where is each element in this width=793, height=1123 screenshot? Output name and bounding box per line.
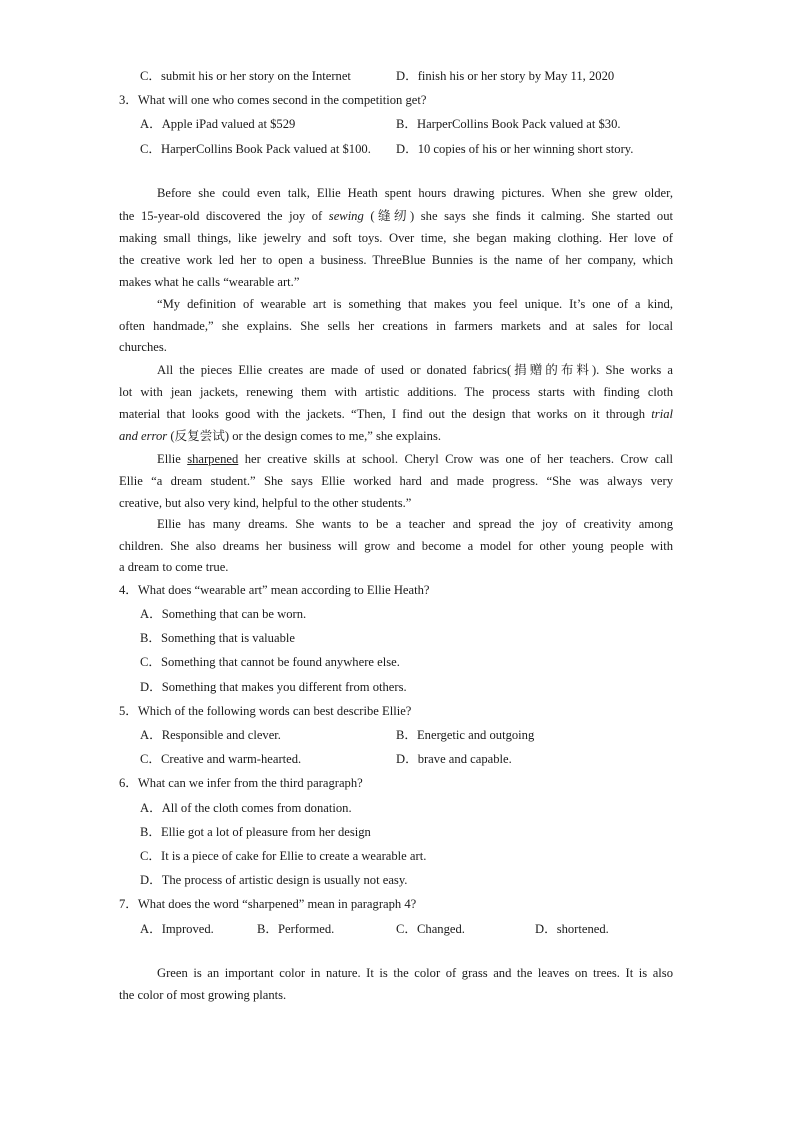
q6-option-c: C．It is a piece of cake for Ellie to create a wearable art. bbox=[140, 849, 427, 863]
q4-option-d: D．Something that makes you different from others. bbox=[140, 680, 407, 694]
passage-p5-line2: children. She also dreams her business will grow and become a model for other young people with bbox=[119, 539, 673, 553]
q4-stem: 4．What does “wearable art” mean according to Ellie Heath? bbox=[119, 583, 430, 597]
q6-option-d: D．The process of artistic design is usually not easy. bbox=[140, 873, 408, 887]
passage-p4-line2: Ellie “a dream student.” She says Ellie worked hard and made progress. “She was always very bbox=[119, 474, 673, 488]
q6-option-b: B．Ellie got a lot of pleasure from her design bbox=[140, 825, 371, 839]
q3-option-d: D．10 copies of his or her winning short story. bbox=[396, 142, 634, 156]
passage-p1-line4: the creative work led her to open a business. ThreeBlue Bunnies is the name of her company, which bbox=[119, 253, 673, 267]
q7-option-b: B．Performed. bbox=[257, 922, 335, 936]
q4-option-c: C．Something that cannot be found anywhere else. bbox=[140, 655, 400, 669]
q5-option-c: C．Creative and warm-hearted. bbox=[140, 752, 302, 766]
q4-option-a: A．Something that can be worn. bbox=[140, 607, 307, 621]
passage-p1-line1: Before she could even talk, Ellie Heath spent hours drawing pictures. When she grew older, bbox=[157, 186, 673, 200]
q2-option-d: D．finish his or her story by May 11, 2020 bbox=[396, 69, 615, 83]
passage-p2-line3: churches. bbox=[119, 340, 167, 354]
q3-stem: 3．What will one who comes second in the competition get? bbox=[119, 93, 427, 107]
q7-option-d: D．shortened. bbox=[535, 922, 609, 936]
q5-option-b: B．Energetic and outgoing bbox=[396, 728, 535, 742]
passage-p3-line2: lot with jean jackets, renewing them with artistic additions. The process starts with finding cloth bbox=[119, 385, 673, 399]
q7-option-a: A．Improved. bbox=[140, 922, 214, 936]
passage-p3-line1: All the pieces Ellie creates are made of used or donated fabrics(捐赠的布料). She works a bbox=[157, 363, 673, 377]
q5-option-a: A．Responsible and clever. bbox=[140, 728, 281, 742]
passage-p4-line3: creative, but also very kind, helpful to the other students.” bbox=[119, 496, 412, 510]
q3-option-a: A．Apple iPad valued at $529 bbox=[140, 117, 296, 131]
passage-p5-line1: Ellie has many dreams. She wants to be a teacher and spread the joy of creativity among bbox=[157, 517, 673, 531]
q2-option-c: C．submit his or her story on the Internet bbox=[140, 69, 351, 83]
q4-option-b: B．Something that is valuable bbox=[140, 631, 295, 645]
passage-p2-line2: often handmade,” she explains. She sells her creations in farmers markets and at sales for local bbox=[119, 319, 673, 333]
q7-stem: 7．What does the word “sharpened” mean in paragraph 4? bbox=[119, 897, 417, 911]
passage-p4-line1: Ellie sharpened her creative skills at school. Cheryl Crow was one of her teachers. Crow call bbox=[157, 452, 673, 466]
passage-p1-line2: the 15-year-old discovered the joy of sewing (缝纫) she says she finds it calming. She started out bbox=[119, 209, 673, 223]
q3-option-b: B．HarperCollins Book Pack valued at $30. bbox=[396, 117, 621, 131]
passage-p3-line3: material that looks good with the jackets. “Then, I find out the design that works on it through trial bbox=[119, 407, 673, 421]
passage-p5-line3: a dream to come true. bbox=[119, 560, 229, 574]
q3-option-c: C．HarperCollins Book Pack valued at $100. bbox=[140, 142, 371, 156]
q6-option-a: A．All of the cloth comes from donation. bbox=[140, 801, 352, 815]
passage-p1-line5: makes what he calls “wearable art.” bbox=[119, 275, 300, 289]
q7-option-c: C．Changed. bbox=[396, 922, 465, 936]
passage-p1-line3: making small things, like jewelry and soft toys. Over time, she began making clothing. Her love of bbox=[119, 231, 673, 245]
q5-option-d: D．brave and capable. bbox=[396, 752, 512, 766]
passage-p3-line4: and error (反复尝试) or the design comes to me,” she explains. bbox=[119, 429, 442, 443]
q5-stem: 5．Which of the following words can best describe Ellie? bbox=[119, 704, 412, 718]
next-passage-line2: the color of most growing plants. bbox=[119, 988, 287, 1002]
q6-stem: 6．What can we infer from the third paragraph? bbox=[119, 776, 363, 790]
next-passage-line1: Green is an important color in nature. It is the color of grass and the leaves on trees. It is also bbox=[157, 966, 673, 980]
passage-p2-line1: “My definition of wearable art is something that makes you feel unique. It’s one of a kind, bbox=[157, 297, 673, 311]
